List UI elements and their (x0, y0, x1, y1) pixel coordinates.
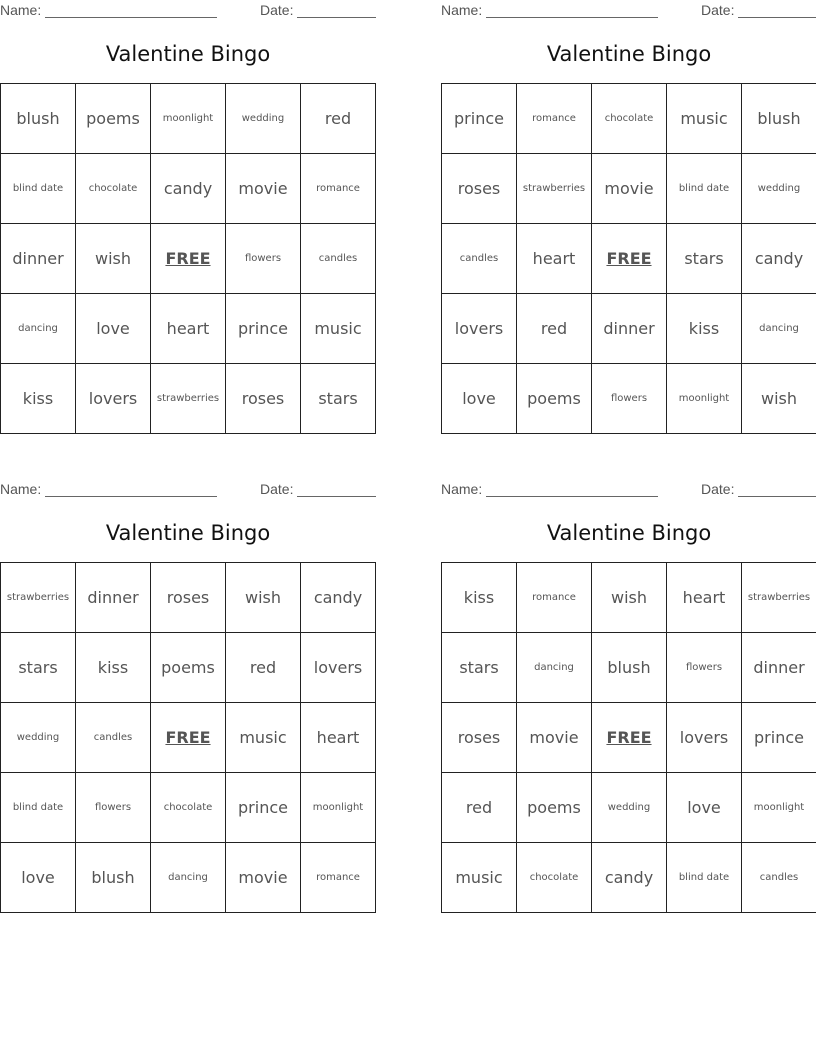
date-line (738, 496, 816, 497)
name-line (486, 17, 658, 18)
free-space-cell: FREE (592, 224, 667, 294)
bingo-cell: heart (517, 224, 592, 294)
bingo-cell: kiss (76, 633, 151, 703)
bingo-cell: wedding (592, 773, 667, 843)
card-title: Valentine Bingo (546, 521, 712, 545)
bingo-cell: blush (76, 843, 151, 913)
bingo-cell: red (226, 633, 301, 703)
bingo-cell: poems (76, 84, 151, 154)
bingo-cell: lovers (667, 703, 742, 773)
bingo-cell: love (1, 843, 76, 913)
card-title: Valentine Bingo (546, 42, 712, 66)
bingo-cell: moonlight (742, 773, 816, 843)
bingo-grid (0, 83, 376, 434)
date-line (738, 17, 816, 18)
bingo-cell: poems (517, 773, 592, 843)
bingo-cell: love (442, 364, 517, 434)
bingo-cell: prince (226, 294, 301, 364)
bingo-cell: heart (301, 703, 376, 773)
bingo-cell: kiss (442, 563, 517, 633)
date-label: Date: (260, 481, 294, 497)
bingo-card (0, 479, 376, 919)
card-header (0, 481, 376, 499)
bingo-cell: dancing (742, 294, 816, 364)
bingo-card (0, 0, 376, 440)
name-label: Name: (441, 481, 483, 497)
bingo-grid (441, 562, 816, 913)
bingo-cell: prince (742, 703, 816, 773)
bingo-cell: chocolate (151, 773, 226, 843)
bingo-cell: dinner (742, 633, 816, 703)
bingo-cell: chocolate (76, 154, 151, 224)
bingo-grid (0, 562, 376, 913)
bingo-cell: flowers (226, 224, 301, 294)
bingo-cell: roses (442, 154, 517, 224)
bingo-card (441, 0, 816, 440)
bingo-cell: dancing (1, 294, 76, 364)
bingo-cell: blush (592, 633, 667, 703)
bingo-cell: roses (226, 364, 301, 434)
date-label: Date: (260, 2, 294, 18)
bingo-cell: flowers (76, 773, 151, 843)
bingo-cell: movie (226, 154, 301, 224)
bingo-cell: flowers (667, 633, 742, 703)
bingo-cell: love (76, 294, 151, 364)
bingo-cell: dancing (151, 843, 226, 913)
name-line (45, 496, 217, 497)
bingo-cell: poems (151, 633, 226, 703)
bingo-cell: romance (301, 843, 376, 913)
bingo-cell: blind date (1, 773, 76, 843)
bingo-cell: romance (517, 563, 592, 633)
bingo-cell: candy (301, 563, 376, 633)
name-line (486, 496, 658, 497)
card-header (441, 2, 816, 20)
bingo-cell: dinner (592, 294, 667, 364)
bingo-cell: lovers (442, 294, 517, 364)
bingo-cell: candy (151, 154, 226, 224)
name-label: Name: (0, 2, 42, 18)
bingo-cell: stars (301, 364, 376, 434)
bingo-cell: romance (301, 154, 376, 224)
name-label: Name: (441, 2, 483, 18)
card-title: Valentine Bingo (105, 42, 271, 66)
bingo-cell: dancing (517, 633, 592, 703)
bingo-cell: stars (442, 633, 517, 703)
bingo-cell: chocolate (592, 84, 667, 154)
date-label: Date: (701, 2, 735, 18)
bingo-cell: lovers (301, 633, 376, 703)
bingo-cell: heart (667, 563, 742, 633)
bingo-cell: movie (226, 843, 301, 913)
bingo-cell: stars (667, 224, 742, 294)
card-header (0, 2, 376, 20)
bingo-cell: kiss (1, 364, 76, 434)
bingo-cell: strawberries (1, 563, 76, 633)
bingo-cell: candles (442, 224, 517, 294)
bingo-cell: music (226, 703, 301, 773)
bingo-cell: wish (742, 364, 816, 434)
bingo-cell: romance (517, 84, 592, 154)
bingo-grid (441, 83, 816, 434)
free-space-cell: FREE (592, 703, 667, 773)
bingo-cell: chocolate (517, 843, 592, 913)
bingo-cell: blush (742, 84, 816, 154)
bingo-cell: movie (517, 703, 592, 773)
bingo-card (441, 479, 816, 919)
bingo-cell: music (442, 843, 517, 913)
bingo-cell: blush (1, 84, 76, 154)
name-line (45, 17, 217, 18)
bingo-cell: prince (226, 773, 301, 843)
bingo-cell: wedding (742, 154, 816, 224)
bingo-cell: roses (151, 563, 226, 633)
card-header (441, 481, 816, 499)
bingo-cell: blind date (667, 154, 742, 224)
bingo-cell: poems (517, 364, 592, 434)
bingo-cell: blind date (667, 843, 742, 913)
bingo-cell: candy (742, 224, 816, 294)
bingo-cell: wedding (1, 703, 76, 773)
bingo-cell: wedding (226, 84, 301, 154)
bingo-cell: dinner (76, 563, 151, 633)
bingo-cell: heart (151, 294, 226, 364)
bingo-cell: love (667, 773, 742, 843)
bingo-cell: strawberries (151, 364, 226, 434)
bingo-cell: blind date (1, 154, 76, 224)
bingo-cell: candles (742, 843, 816, 913)
bingo-cell: wish (76, 224, 151, 294)
date-label: Date: (701, 481, 735, 497)
bingo-cell: wish (592, 563, 667, 633)
bingo-cell: strawberries (742, 563, 816, 633)
bingo-cell: dinner (1, 224, 76, 294)
bingo-cell: strawberries (517, 154, 592, 224)
bingo-cell: prince (442, 84, 517, 154)
bingo-cell: moonlight (301, 773, 376, 843)
date-line (297, 496, 376, 497)
card-title: Valentine Bingo (105, 521, 271, 545)
bingo-cell: candy (592, 843, 667, 913)
free-space-cell: FREE (151, 703, 226, 773)
bingo-cell: stars (1, 633, 76, 703)
bingo-cell: flowers (592, 364, 667, 434)
bingo-cell: moonlight (151, 84, 226, 154)
bingo-cell: red (301, 84, 376, 154)
bingo-cell: wish (226, 563, 301, 633)
bingo-cell: roses (442, 703, 517, 773)
bingo-cell: music (301, 294, 376, 364)
bingo-cell: movie (592, 154, 667, 224)
bingo-cell: moonlight (667, 364, 742, 434)
date-line (297, 17, 376, 18)
name-label: Name: (0, 481, 42, 497)
bingo-cell: lovers (76, 364, 151, 434)
bingo-cell: red (517, 294, 592, 364)
bingo-cell: candles (76, 703, 151, 773)
bingo-cell: red (442, 773, 517, 843)
bingo-cell: music (667, 84, 742, 154)
bingo-cell: candles (301, 224, 376, 294)
bingo-cell: kiss (667, 294, 742, 364)
free-space-cell: FREE (151, 224, 226, 294)
